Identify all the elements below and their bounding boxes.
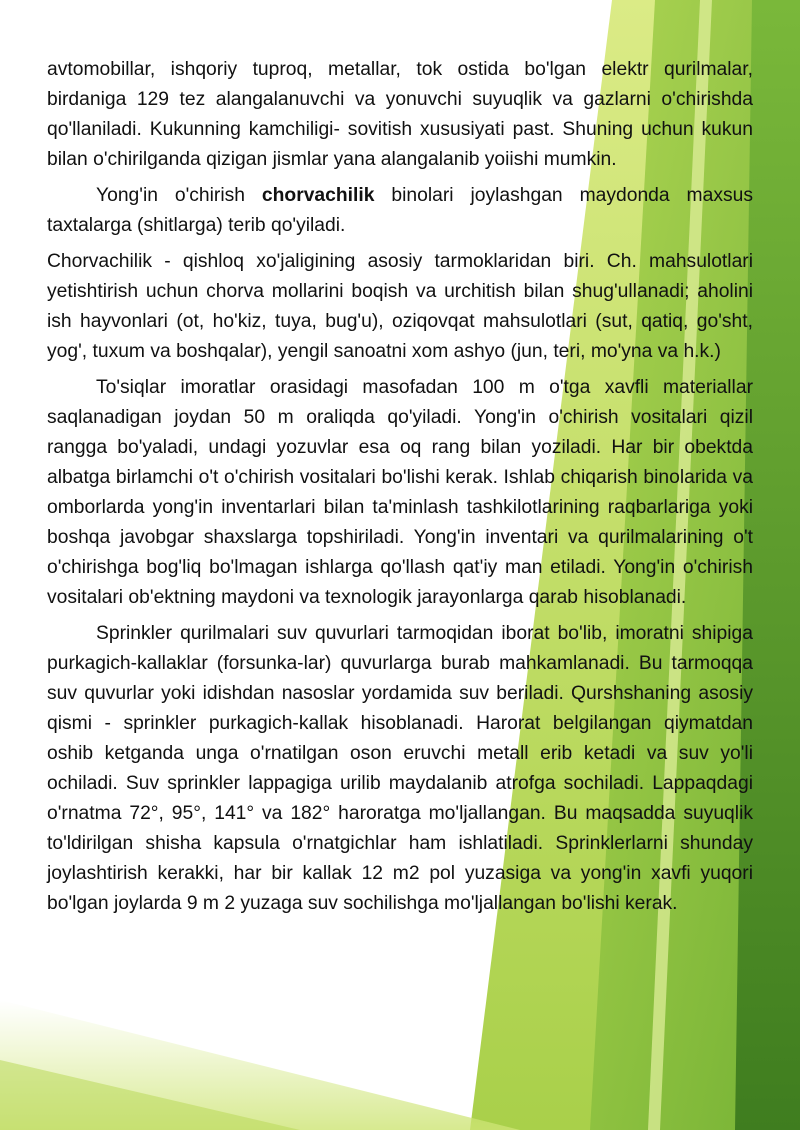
paragraph-2	[47, 181, 753, 241]
bold-term-chorvachilik: chorvachilik	[261, 185, 375, 206]
paragraph-2-end: binolari joylashgan maydonda maxsus taxtalarga (shitlarga) terib qo'yiladi.	[47, 185, 753, 236]
paragraph-2-start: Yong'in o'chirish	[96, 185, 262, 206]
paragraph-4: To'siqlar imoratlar orasidagi masofadan 100 m o'tga xavfli materiallar saqlanadigan joydan 50 m oraliqda qo'yiladi. Yong'in o'chirish vositalari qizil rangga bo'yaladi, undagi yozuvlar esa oq rang bilan yoziladi. Har bir obektda albatga birlamchi o't o'chirish vositalari bo'lishi kerak. Ishlab chiqarish binolarida va omborlarda yong'in inventarlari bilan ta'minlash tashkilotlarining raqbarlariga yoki boshqa javobgar shaxslarga topshiriladi. Yong'in inventari va qurilmalarining o't o'chirishga bog'liq bo'lmagan ishlarga qo'llash qat'iy man etiladi. Yong'in o'chirish vositalari ob'ektning maydoni va texnologik jarayonlarga qarab hisoblanadi.	[47, 377, 753, 608]
document-body	[47, 55, 753, 925]
paragraph-5: Sprinkler qurilmalari suv quvurlari tarmoqidan iborat bo'lib, imoratni shipiga purkagich-kallaklar (forsunka-lar) quvurlarga burab mahkamlanadi. Bu tarmoqqa suv quvurlar yoki idishdan nasoslar yordamida suv beriladi. Qurshshaning asosiy qismi - sprinkler purkagich-kallak hisoblanadi. Harorat belgilangan qiymatdan oshib ketganda unga o'rnatilgan oson eruvchi metall erib ketadi va suv yo'li ochiladi. Suv sprinkler lappagiga urilib maydalanib atrofga sochiladi. Lappaqdagi o'rnatma 72°, 95°, 141° va 182° haroratga mo'ljallangan. Bu maqsadda suyuqlik to'ldirilgan shisha kapsula o'rnatgichlar ham ishlatiladi. Sprinklerlarni shunday joylashtirish kerakki, har bir kallak 12 m2 pol yuzasiga va yong'in xavfi yuqori bo'lgan joylarda 9 m 2 yuzaga suv sochilishga mo'ljallangan bo'lishi kerak.	[47, 623, 753, 914]
paragraph-3: Chorvachilik - qishloq xo'jaligining asosiy tarmoklaridan biri. Ch. mahsulotlari yetishtirish uchun chorva mollarini boqish va urchitish bilan shug'ullanadi; aholini ish hayvonlari (ot, ho'kiz, tuya, bug'u), oziqovqat mahsulotlari (sut, qatiq, go'sht, yog', tuxum va boshqalar), yengil sanoatni xom ashyo (jun, teri, mo'yna va h.k.)	[47, 251, 753, 362]
paragraph-1: avtomobillar, ishqoriy tuproq, metallar, tok ostida bo'lgan elektr qurilmalar, birdaniga 129 tez alangalanuvchi va yonuvchi suyuqlik va gazlarni o'chirishda qo'llaniladi. Kukunning kamchiligi- sovitish xususiyati past. Shuning uchun kukun bilan o'chirilganda qizigan jismlar yana alangalanib yoiishi mumkin.	[47, 59, 753, 170]
